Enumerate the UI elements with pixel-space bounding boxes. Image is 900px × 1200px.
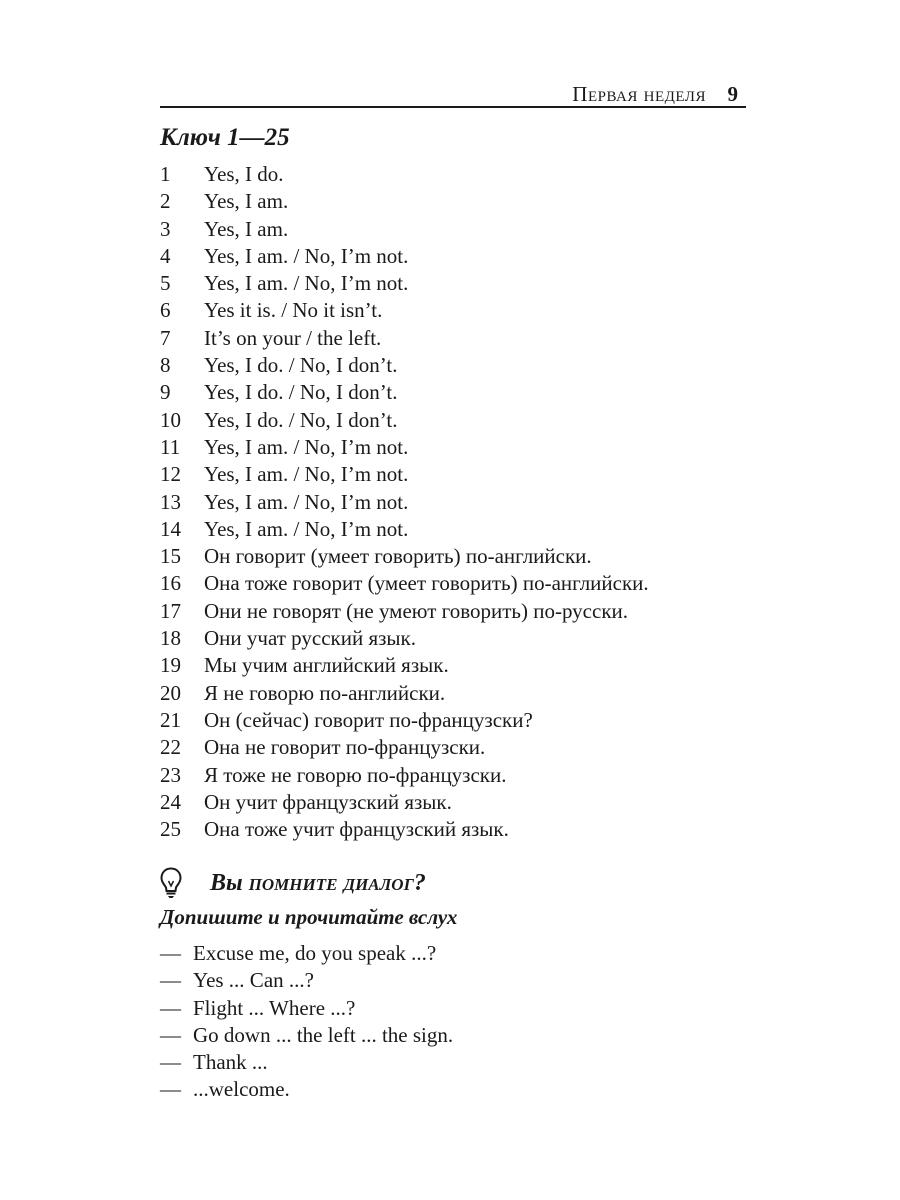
dialog-line (160, 1022, 453, 1049)
answer-number: 6 (160, 298, 171, 323)
answer-row (160, 680, 649, 707)
answer-text: Я не говорю по-английски. (204, 680, 446, 705)
dialog-dash: — (160, 995, 181, 1020)
dialog-title-lead: Вы (210, 870, 243, 896)
dialog-line-text: Thank ... (193, 1050, 268, 1075)
answer-text: Она тоже учит французский язык. (204, 817, 509, 842)
answer-number: 7 (160, 325, 171, 350)
answer-row (160, 407, 649, 434)
answer-text: Yes, I do. / No, I don’t. (204, 380, 398, 405)
answer-row (160, 434, 649, 461)
dialog-title-rest: помните диалог? (248, 870, 426, 896)
dialog-line (160, 1076, 453, 1103)
answer-key-list (160, 161, 649, 843)
answer-text: Мы учим английский язык. (204, 653, 449, 678)
answer-number: 5 (160, 271, 171, 296)
answer-number: 10 (160, 407, 181, 432)
answer-number: 25 (160, 817, 181, 842)
answer-number: 17 (160, 598, 181, 623)
answer-row (160, 352, 649, 379)
answer-number: 14 (160, 516, 181, 541)
answer-text: Yes, I am. / No, I’m not. (204, 271, 409, 296)
answer-number: 19 (160, 653, 181, 678)
answer-text: Они учат русский язык. (204, 626, 416, 651)
answer-text: Он учит французский язык. (204, 789, 452, 814)
running-header (160, 82, 746, 108)
dialog-line-text: Excuse me, do you speak ...? (193, 941, 437, 965)
answer-number: 16 (160, 571, 181, 596)
answer-number: 18 (160, 626, 181, 651)
answer-text: Yes, I am. (204, 189, 289, 214)
answer-row (160, 270, 649, 297)
answer-row (160, 161, 649, 188)
answer-text: Я тоже не говорю по-французски. (204, 762, 507, 787)
dialog-line (160, 995, 453, 1022)
answer-text: Yes, I am. / No, I’m not. (204, 434, 409, 459)
answer-number: 15 (160, 544, 181, 569)
answer-row (160, 216, 649, 243)
answer-text: Он говорит (умеет говорить) по-английски. (204, 544, 592, 569)
dialog-dash: — (160, 1050, 181, 1075)
answer-row (160, 243, 649, 270)
answer-number: 3 (160, 216, 171, 241)
dialog-line-text: Flight ... Where ...? (193, 995, 356, 1020)
dialog-line-text: Yes ... Can ...? (193, 968, 314, 993)
answer-row (160, 707, 649, 734)
answer-text: Yes, I am. / No, I’m not. (204, 243, 409, 268)
answer-text: Они не говорят (не умеют говорить) по-русски. (204, 598, 629, 623)
answer-number: 21 (160, 707, 181, 732)
answer-row (160, 570, 649, 597)
answer-number: 23 (160, 762, 181, 787)
answer-row (160, 734, 649, 761)
answer-row (160, 379, 649, 406)
page-number: 9 (727, 82, 738, 106)
answer-row (160, 789, 649, 816)
answer-text: It’s on your / the left. (204, 325, 382, 350)
answer-row (160, 625, 649, 652)
dialog-lines (160, 940, 453, 1104)
lightbulb-icon (160, 867, 182, 899)
answer-number: 9 (160, 380, 171, 405)
answer-number: 22 (160, 735, 181, 760)
answer-number: 2 (160, 189, 171, 214)
dialog-line (160, 967, 453, 994)
answer-number: 8 (160, 353, 171, 378)
answer-number: 13 (160, 489, 181, 514)
answer-row (160, 762, 649, 789)
answer-text: Yes, I do. / No, I don’t. (204, 407, 398, 432)
answer-row (160, 297, 649, 324)
answer-number: 1 (160, 162, 171, 186)
dialog-line (160, 940, 453, 967)
answer-text: Она тоже говорит (умеет говорить) по-английски. (204, 571, 649, 596)
answer-text: Yes, I do. (204, 162, 284, 186)
answer-number: 24 (160, 789, 181, 814)
answer-number: 4 (160, 243, 171, 268)
answer-row (160, 489, 649, 516)
answer-text: Yes, I am. / No, I’m not. (204, 516, 409, 541)
dialog-instruction: Допишите и прочитайте вслух (160, 905, 458, 929)
dialog-dash: — (160, 1077, 181, 1102)
answer-text: Он (сейчас) говорит по-французски? (204, 707, 533, 732)
answer-text: Она не говорит по-французски. (204, 735, 486, 760)
dialog-dash: — (160, 968, 181, 993)
dialog-line (160, 1049, 453, 1076)
answer-row (160, 598, 649, 625)
answer-text: Yes, I am. (204, 216, 289, 241)
answer-text: Yes, I do. / No, I don’t. (204, 353, 398, 378)
answer-row (160, 816, 649, 843)
answer-text: Yes, I am. / No, I’m not. (204, 462, 409, 487)
answer-row (160, 543, 649, 570)
answer-row (160, 188, 649, 215)
answer-text: Yes it is. / No it isn’t. (204, 298, 383, 323)
answer-text: Yes, I am. / No, I’m not. (204, 489, 409, 514)
dialog-dash: — (160, 1022, 181, 1047)
dialog-title (210, 867, 426, 899)
answer-number: 20 (160, 680, 181, 705)
answer-row (160, 325, 649, 352)
answer-number: 12 (160, 462, 181, 487)
dialog-dash: — (160, 941, 181, 965)
section-name: Первая неделя (572, 82, 706, 106)
dialog-line-text: ...welcome. (193, 1077, 290, 1102)
answer-number: 11 (160, 434, 181, 459)
answer-row (160, 461, 649, 488)
answer-key-title: Ключ 1—25 (160, 124, 290, 151)
answer-row (160, 516, 649, 543)
dialog-line-text: Go down ... the left ... the sign. (193, 1022, 454, 1047)
answer-row (160, 652, 649, 679)
